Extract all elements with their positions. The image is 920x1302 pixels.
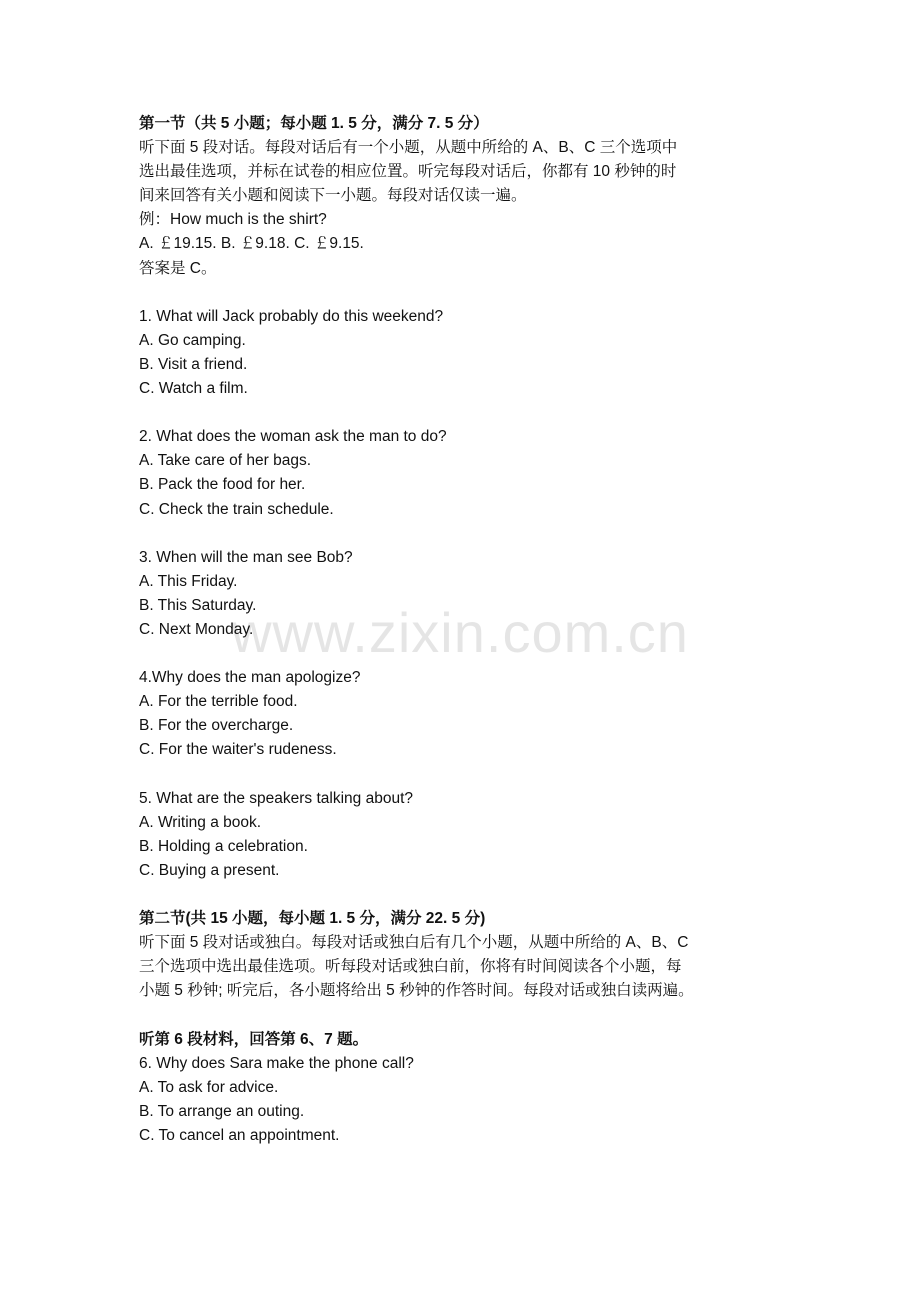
option-a: A. Take care of her bags. [139, 452, 312, 470]
section2-instruction-line: 小题 5 秒钟; 听完后，各小题将给出 5 秒钟的作答时间。每段对话或独白读两遍。 [139, 982, 694, 1000]
section2-instruction-line: 听下面 5 段对话或独白。每段对话或独白后有几个小题，从题中所给的 A、B、C [139, 934, 689, 952]
example-answer: 答案是 C。 [139, 259, 217, 277]
question-text: 3. When will the man see Bob? [139, 548, 353, 566]
question-text: 6. Why does Sara make the phone call? [139, 1054, 414, 1072]
option-c: C. Buying a present. [139, 861, 280, 879]
question-text: 2. What does the woman ask the man to do? [139, 428, 447, 446]
option-a: A. This Friday. [139, 572, 238, 590]
section1-instruction-line: 间来回答有关小题和阅读下一小题。每段对话仅读一遍。 [139, 187, 527, 205]
example-question: 例：How much is the shirt? [139, 211, 327, 229]
section2-instruction-line: 三个选项中选出最佳选项。听每段对话或独白前，你将有时间阅读各个小题，每 [139, 958, 682, 976]
question-text: 5. What are the speakers talking about? [139, 789, 413, 807]
option-b: B. This Saturday. [139, 596, 257, 614]
question-block [139, 546, 789, 642]
question-block [139, 787, 789, 883]
option-b: B. Pack the food for her. [139, 476, 306, 494]
option-a: A. Go camping. [139, 331, 246, 349]
option-c: C. Next Monday. [139, 620, 254, 638]
option-c: C. For the waiter's rudeness. [139, 741, 337, 759]
option-b: B. Visit a friend. [139, 355, 248, 373]
option-b: B. Holding a celebration. [139, 837, 308, 855]
question-block [139, 305, 789, 401]
section2-heading: 第二节(共 15 小题，每小题 1. 5 分，满分 22. 5 分) [139, 910, 486, 928]
section1-heading: 第一节（共 5 小题；每小题 1. 5 分，满分 7. 5 分） [139, 115, 489, 132]
option-c: C. To cancel an appointment. [139, 1126, 340, 1144]
option-b: B. For the overcharge. [139, 717, 294, 735]
option-c: C. Watch a film. [139, 380, 248, 398]
option-a: A. To ask for advice. [139, 1078, 279, 1096]
section1-instruction-line: 选出最佳选项，并标在试卷的相应位置。听完每段对话后，你都有 10 秒钟的时 [139, 163, 677, 181]
option-a: A. For the terrible food. [139, 693, 298, 711]
question-block [139, 666, 789, 762]
option-a: A. Writing a book. [139, 813, 262, 831]
material-heading: 听第 6 段材料，回答第 6、7 题。 [139, 1030, 369, 1048]
question-text: 4.Why does the man apologize? [139, 669, 361, 687]
watermark: www.zixin.com.cn [231, 601, 689, 664]
option-c: C. Check the train schedule. [139, 500, 334, 518]
document-page [139, 112, 789, 1148]
option-b: B. To arrange an outing. [139, 1102, 305, 1120]
question-text: 1. What will Jack probably do this weekend? [139, 307, 444, 325]
question-block [139, 425, 789, 521]
example-options: A. ￡19.15. B. ￡9.18. C. ￡9.15. [139, 235, 364, 253]
question-block [139, 1052, 789, 1148]
section1-instruction-line: 听下面 5 段对话。每段对话后有一个小题，从题中所给的 A、B、C 三个选项中 [139, 139, 678, 157]
